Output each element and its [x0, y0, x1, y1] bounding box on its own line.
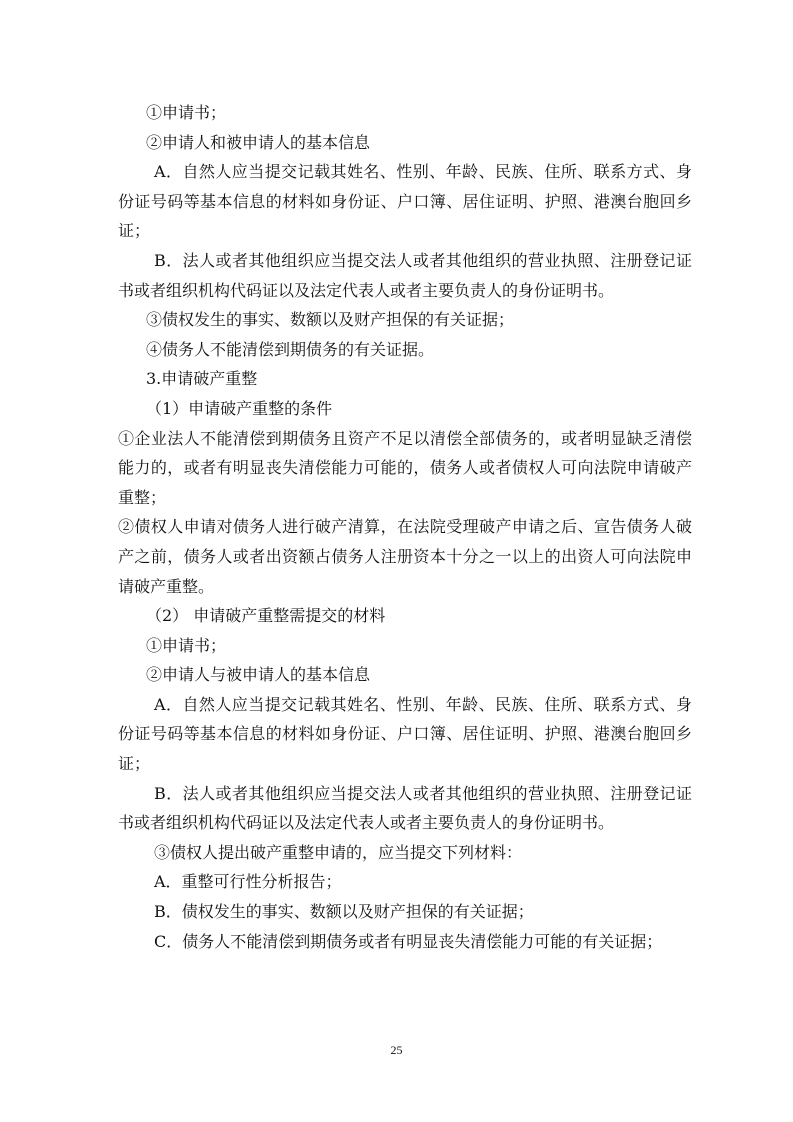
- paragraph-feasibility-report: A．重整可行性分析报告；: [154, 872, 342, 892]
- subheading-conditions: （1）申请破产重整的条件: [146, 398, 333, 418]
- paragraph-natural-person: A．自然人应当提交记载其姓名、性别、年龄、民族、住所、联系方式、身份证号码等基本信息的材料如身份证、户口簿、居住证明、护照、港澳台胞回乡证；: [118, 162, 692, 241]
- paragraph-claim-evidence-2: B．债权发生的事实、数额以及财产担保的有关证据；: [154, 902, 534, 922]
- paragraph-legal-person-2: B．法人或者其他组织应当提交法人或者其他组织的营业执照、注册登记证书或者组织机构代码证以及法定代表人或者主要负责人的身份证明书。: [118, 783, 692, 833]
- paragraph-insolvency-evidence: C．债务人不能清偿到期债务或者有明显丧失清偿能力可能的有关证据；: [154, 931, 663, 951]
- paragraph-condition-1: ①企业法人不能清偿到期债务且资产不足以清偿全部债务的，或者明显缺乏清偿能力的，或者有明显丧失清偿能力可能的，债务人或者债权人可向法院申请破产重整；: [118, 428, 692, 507]
- section-heading-reorganization: 3.申请破产重整: [146, 369, 258, 389]
- page-number: 25: [390, 1043, 403, 1057]
- paragraph-legal-person: B．法人或者其他组织应当提交法人或者其他组织的营业执照、注册登记证书或者组织机构代码证以及法定代表人或者主要负责人的身份证明书。: [118, 250, 692, 300]
- paragraph-basic-info-heading: ②申请人和被申请人的基本信息: [146, 132, 371, 152]
- paragraph-natural-person-2: A．自然人应当提交记载其姓名、性别、年龄、民族、住所、联系方式、身份证号码等基本信息的材料如身份证、户口簿、居住证明、护照、港澳台胞回乡证；: [118, 694, 692, 774]
- paragraph-condition-2: ②债权人申请对债务人进行破产清算，在法院受理破产申请之后、宣告债务人破产之前，债务人或者出资额占债务人注册资本十分之一以上的出资人可向法院申请破产重整。: [118, 517, 692, 596]
- subheading-materials: （2） 申请破产重整需提交的材料: [146, 606, 386, 626]
- paragraph-claim-evidence: ③债权发生的事实、数额以及财产担保的有关证据；: [146, 310, 515, 330]
- paragraph-debt-evidence: ④债务人不能清偿到期债务的有关证据。: [146, 339, 435, 359]
- paragraph-application-form-2: ①申请书；: [146, 635, 227, 655]
- document-body: [118, 98, 692, 956]
- paragraph-application-form: ①申请书；: [146, 103, 227, 122]
- paragraph-creditor-materials: ③债权人提出破产重整申请的，应当提交下列材料：: [154, 842, 523, 862]
- paragraph-basic-info-heading-2: ②申请人与被申请人的基本信息: [146, 665, 371, 685]
